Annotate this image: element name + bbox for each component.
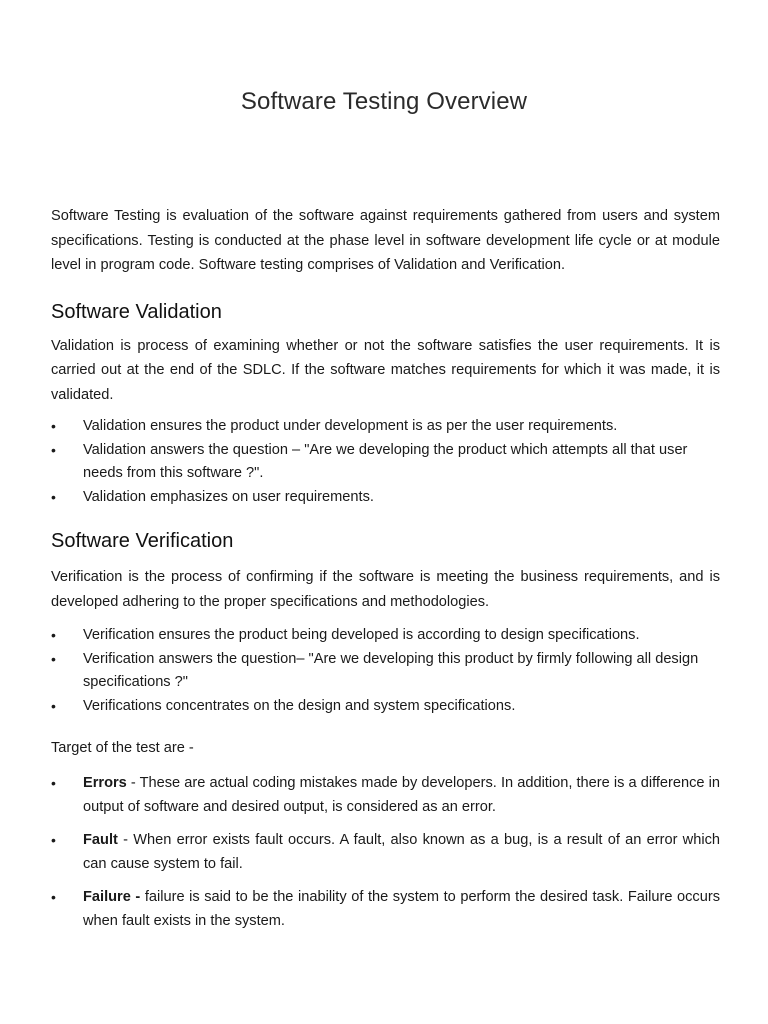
verification-list	[51, 624, 720, 718]
targets-list	[51, 771, 720, 933]
validation-heading: Software Validation	[51, 300, 222, 323]
target-term: Failure -	[83, 888, 141, 905]
target-list-item	[51, 771, 720, 819]
verification-list-item: • Verifications concentrates on the design and system specifications.	[51, 695, 720, 719]
document-body	[51, 204, 720, 942]
validation-list-item: • Validation answers the question – "Are we developing the product which attempts all that user needs from this software ?".	[51, 439, 720, 486]
target-term: Fault	[83, 831, 118, 848]
page-title: Software Testing Overview	[240, 88, 528, 115]
target-description: - These are actual coding mistakes made by developers. In addition, there is a difference in output of software and desired output, is considered as an error.	[83, 774, 720, 815]
validation-list-item: • Validation emphasizes on user requirements.	[51, 486, 720, 510]
verification-list-item: • Verification ensures the product being developed is according to design specifications.	[51, 624, 720, 648]
validation-list-item: • Validation ensures the product under development is as per the user requirements.	[51, 415, 720, 439]
target-list-item	[51, 885, 720, 933]
targets-intro: Target of the test are -	[51, 740, 194, 756]
verification-list-item: • Verification answers the question– "Are we developing this product by firmly following all design specifications ?"	[51, 648, 720, 695]
validation-list	[51, 415, 720, 509]
target-description: - When error exists fault occurs. A fault, also known as a bug, is a result of an error which can cause system to fail.	[83, 831, 720, 872]
target-term: Errors	[83, 774, 127, 791]
verification-heading: Software Verification	[51, 530, 234, 552]
target-description: failure is said to be the inability of the system to perform the desired task. Failure occurs when fault exists in the system.	[83, 888, 720, 929]
target-list-item	[51, 828, 720, 876]
intro-paragraph: Software Testing is evaluation of the software against requirements gathered from users and system specifications. Testing is conducted at the phase level in software development life cycle or at module level in program code. Software testing comprises of Validation and Verification.	[51, 208, 720, 273]
validation-paragraph: Validation is process of examining whether or not the software satisfies the user requirements. It is carried out at the end of the SDLC. If the software matches requirements for which it was made, it is validated.	[51, 337, 720, 403]
verification-paragraph: Verification is the process of confirming if the software is meeting the business requirements, and is developed adhering to the proper specifications and methodologies.	[51, 569, 720, 610]
